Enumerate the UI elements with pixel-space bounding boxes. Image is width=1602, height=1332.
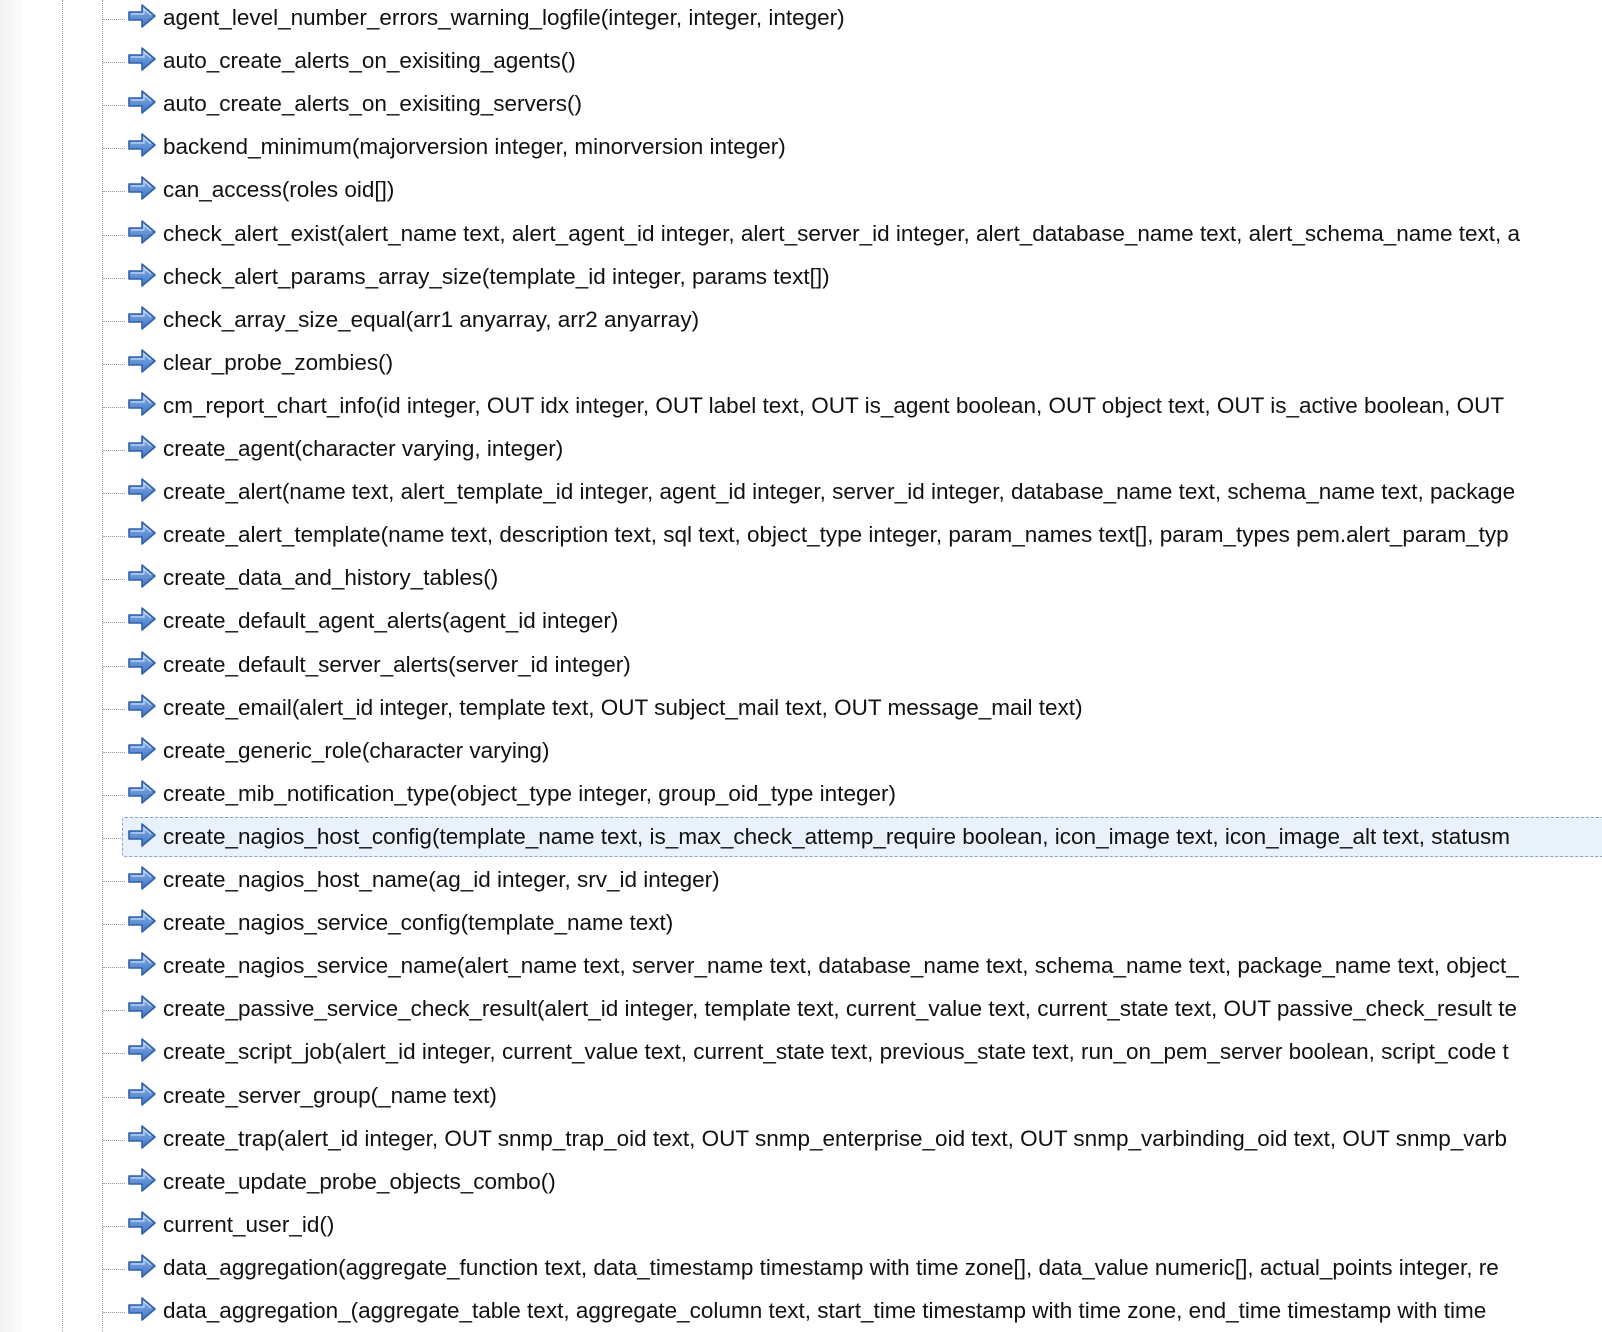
tree-row [0, 774, 1602, 818]
function-arrow-icon [127, 1081, 157, 1107]
function-signature: data_aggregation(aggregate_function text, data_timestamp timestamp with time zone[], data_value numeric[], actual_points integer, re [163, 1254, 1499, 1280]
function-tree-item[interactable] [122, 1205, 1602, 1245]
tree-row [0, 300, 1602, 344]
function-tree-item[interactable] [122, 1032, 1602, 1072]
function-tree-item[interactable] [122, 989, 1602, 1029]
function-signature: cm_report_chart_info(id integer, OUT idx integer, OUT label text, OUT is_agent boolean, OUT object text, OUT is_active boolean, OUT [163, 392, 1505, 418]
function-arrow-icon [127, 175, 157, 201]
function-tree-item[interactable] [122, 731, 1602, 771]
function-arrow-icon [127, 305, 157, 331]
function-signature: create_default_server_alerts(server_id integer) [163, 651, 631, 677]
function-signature: check_alert_exist(alert_name text, alert_agent_id integer, alert_server_id integer, alert_database_name text, alert_schema_name text, a [163, 220, 1521, 246]
function-arrow-icon [127, 477, 157, 503]
tree-row [0, 41, 1602, 85]
function-arrow-icon [127, 132, 157, 158]
function-signature: create_generic_role(character varying) [163, 737, 550, 763]
function-tree-item[interactable] [122, 558, 1602, 598]
tree-row [0, 170, 1602, 214]
function-signature: create_trap(alert_id integer, OUT snmp_trap_oid text, OUT snmp_enterprise_oid text, OUT snmp_varbinding_oid text, OUT snmp_varb [163, 1125, 1507, 1151]
function-signature: current_user_id() [163, 1211, 335, 1237]
tree-row [0, 1248, 1602, 1292]
function-signature: create_email(alert_id integer, template text, OUT subject_mail text, OUT message_mail text) [163, 694, 1083, 720]
function-arrow-icon [127, 1167, 157, 1193]
function-tree-item[interactable] [122, 300, 1602, 340]
tree-row [0, 601, 1602, 645]
function-tree-item[interactable] [122, 472, 1602, 512]
function-signature: create_passive_service_check_result(alert_id integer, template text, current_value text, current_state text, OUT passive_check_result te [163, 996, 1518, 1022]
function-arrow-icon [127, 348, 157, 374]
function-tree-item[interactable] [122, 84, 1602, 124]
function-tree-item[interactable] [122, 257, 1602, 297]
function-arrow-icon [127, 1253, 157, 1279]
function-tree-item[interactable] [122, 170, 1602, 210]
function-arrow-icon [127, 434, 157, 460]
function-tree-item[interactable] [122, 1248, 1602, 1288]
function-tree-item[interactable] [122, 1291, 1602, 1331]
function-signature: create_nagios_service_config(template_name text) [163, 910, 674, 936]
function-signature: auto_create_alerts_on_exisiting_agents() [163, 48, 576, 74]
tree-row [0, 127, 1602, 171]
function-tree-item[interactable] [122, 817, 1602, 857]
function-signature: create_nagios_host_name(ag_id integer, srv_id integer) [163, 867, 720, 892]
tree-row [0, 1162, 1602, 1206]
function-signature: check_array_size_equal(arr1 anyarray, arr2 anyarray) [163, 306, 700, 332]
tree-row [0, 688, 1602, 732]
tree-row [0, 257, 1602, 301]
tree-row [0, 472, 1602, 516]
function-signature: create_agent(character varying, integer) [163, 436, 564, 461]
tree-row [0, 989, 1602, 1033]
function-signature: create_nagios_service_name(alert_name text, server_name text, database_name text, schema_name text, package_name text, object_ [163, 953, 1519, 979]
function-tree-item[interactable] [122, 429, 1602, 469]
tree-row [0, 558, 1602, 602]
tree-row [0, 860, 1602, 904]
function-arrow-icon [127, 951, 157, 977]
tree-row [0, 731, 1602, 775]
function-tree-item[interactable] [122, 774, 1602, 814]
function-arrow-icon [127, 1210, 157, 1236]
function-tree-item[interactable] [122, 903, 1602, 943]
function-tree-item[interactable] [122, 946, 1602, 986]
function-tree-item[interactable] [122, 515, 1602, 555]
function-signature: agent_level_number_errors_warning_logfile(integer, integer, integer) [163, 5, 845, 30]
function-arrow-icon [127, 1037, 157, 1063]
tree-row [0, 515, 1602, 559]
tree-row [0, 946, 1602, 990]
tree-row [0, 645, 1602, 689]
function-tree-item[interactable] [122, 1162, 1602, 1202]
tree-row [0, 214, 1602, 258]
function-arrow-icon [127, 693, 157, 719]
function-arrow-icon [127, 994, 157, 1020]
function-arrow-icon [127, 1124, 157, 1150]
function-tree-item[interactable] [122, 0, 1602, 38]
function-signature: create_script_job(alert_id integer, current_value text, current_state text, previous_state text, run_on_pem_server boolean, script_code t [163, 1039, 1509, 1065]
function-signature: backend_minimum(majorversion integer, minorversion integer) [163, 134, 786, 160]
function-tree-item[interactable] [122, 688, 1602, 728]
tree-row [0, 903, 1602, 947]
tree-row [0, 343, 1602, 387]
function-signature: data_aggregation_(aggregate_table text, aggregate_column text, start_time timestamp with time zone, end_time timestamp with time [163, 1298, 1487, 1323]
function-arrow-icon [127, 736, 157, 762]
function-arrow-icon [127, 3, 157, 29]
function-signature: create_default_agent_alerts(agent_id integer) [163, 608, 619, 634]
tree-row [0, 1291, 1602, 1332]
tree-row [0, 429, 1602, 473]
tree-row [0, 1032, 1602, 1076]
function-arrow-icon [127, 650, 157, 676]
function-signature: check_alert_params_array_size(template_id integer, params text[]) [163, 263, 830, 289]
function-arrow-icon [127, 219, 157, 245]
function-arrow-icon [127, 89, 157, 115]
function-arrow-icon [127, 46, 157, 72]
function-signature: create_alert_template(name text, description text, sql text, object_type integer, param_names text[], param_types pem.alert_param_typ [163, 522, 1509, 548]
function-tree-item[interactable] [122, 601, 1602, 641]
function-signature: clear_probe_zombies() [163, 349, 394, 375]
function-signature: create_alert(name text, alert_template_id integer, agent_id integer, server_id integer, database_name text, schema_name text, package [163, 479, 1516, 505]
function-arrow-icon [127, 262, 157, 288]
tree-row [0, 1119, 1602, 1163]
function-arrow-icon [127, 563, 157, 589]
function-signature: auto_create_alerts_on_exisiting_servers() [163, 91, 582, 117]
function-arrow-icon [127, 779, 157, 805]
function-signature: can_access(roles oid[]) [163, 177, 395, 203]
tree-row [0, 84, 1602, 128]
function-signature: create_mib_notification_type(object_type integer, group_oid_type integer) [163, 780, 896, 806]
tree-row [0, 817, 1602, 861]
function-arrow-icon [127, 520, 157, 546]
function-arrow-icon [127, 865, 157, 891]
function-tree-item[interactable] [122, 386, 1602, 426]
function-signature: create_data_and_history_tables() [163, 565, 499, 591]
tree-row [0, 386, 1602, 430]
function-tree-item[interactable] [122, 41, 1602, 81]
function-arrow-icon [127, 391, 157, 417]
function-tree-item[interactable] [122, 1076, 1602, 1116]
function-tree-item[interactable] [122, 127, 1602, 167]
function-tree-item[interactable] [122, 343, 1602, 383]
function-tree-item[interactable] [122, 860, 1602, 900]
tree-row [0, 1076, 1602, 1120]
function-tree-item[interactable] [122, 214, 1602, 254]
function-tree-item[interactable] [122, 645, 1602, 685]
function-signature: create_server_group(_name text) [163, 1082, 497, 1108]
function-signature: create_update_probe_objects_combo() [163, 1168, 556, 1194]
function-arrow-icon [127, 606, 157, 632]
function-arrow-icon [127, 822, 157, 848]
tree-row [0, 0, 1602, 42]
function-arrow-icon [127, 1296, 157, 1322]
function-arrow-icon [127, 908, 157, 934]
tree-row [0, 1205, 1602, 1249]
function-signature: create_nagios_host_config(template_name text, is_max_check_attemp_require boolean, icon_image text, icon_image_alt text, statusm [163, 823, 1511, 849]
function-tree-item[interactable] [122, 1119, 1602, 1159]
